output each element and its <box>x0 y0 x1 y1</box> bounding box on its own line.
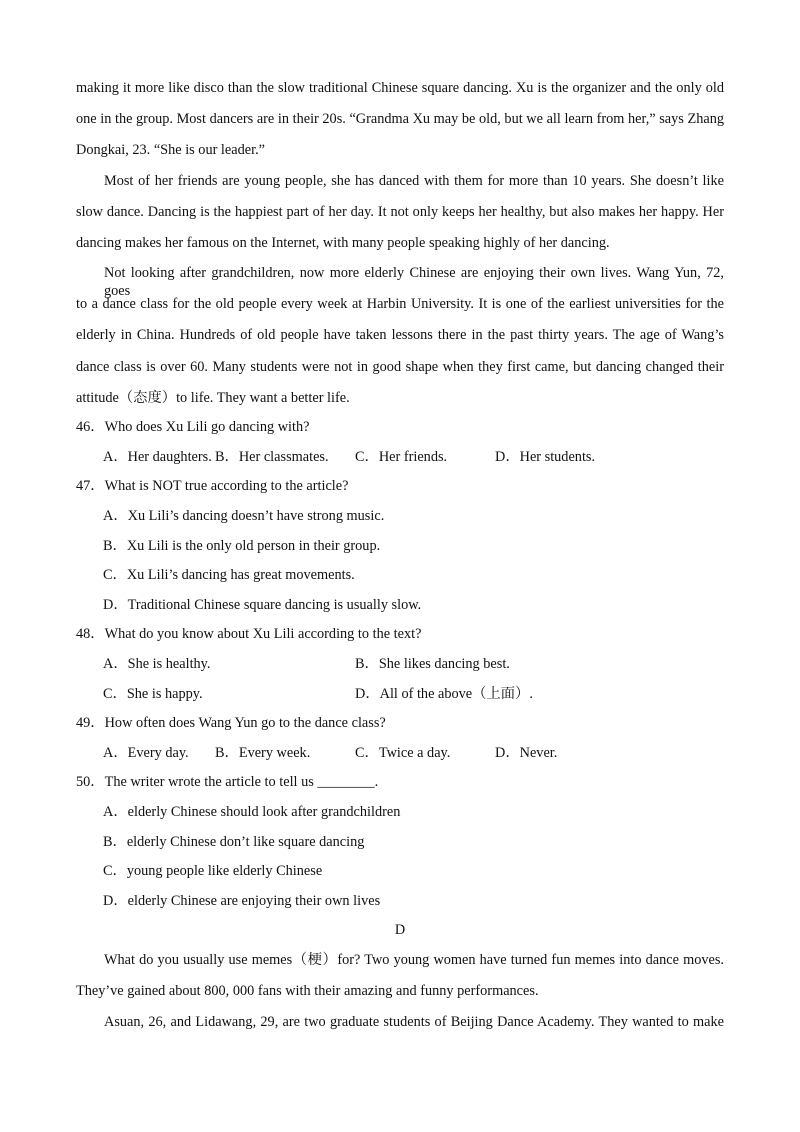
question-49-stem: 49．How often does Wang Yun go to the dance class? <box>76 715 386 731</box>
passage-line: to a dance class for the old people every week at Harbin University. It is one of the earliest universities for the <box>76 296 724 312</box>
q47-option-d: D．Traditional Chinese square dancing is usually slow. <box>103 597 422 613</box>
q46-option-a: A．Her daughters. <box>103 449 212 465</box>
passage-line: Most of her friends are young people, she has danced with them for more than 10 years. She doesn’t like <box>104 173 724 189</box>
passage-line: dance class is over 60. Many students were not in good shape when they first came, but dancing changed their <box>76 359 724 375</box>
passage-line: What do you usually use memes（梗）for? Two young women have turned fun memes into dance moves. <box>104 952 724 968</box>
passage-line: slow dance. Dancing is the happiest part of her day. It not only keeps her healthy, but also makes her happy. Her <box>76 204 724 220</box>
passage-line: elderly in China. Hundreds of old people have taken lessons there in the past thirty years. The age of Wang’s <box>76 327 724 343</box>
question-46-stem: 46．Who does Xu Lili go dancing with? <box>76 419 310 435</box>
q46-option-d: D．Her students. <box>495 449 596 465</box>
passage-line: making it more like disco than the slow traditional Chinese square dancing. Xu is the organizer and the only old <box>76 80 724 96</box>
q50-option-a: A．elderly Chinese should look after grandchildren <box>103 804 401 820</box>
q49-option-c: C．Twice a day. <box>355 745 451 761</box>
passage-line: dancing makes her famous on the Internet, with many people speaking highly of her dancing. <box>76 235 610 251</box>
q48-option-a: A．She is healthy. <box>103 656 211 672</box>
question-48-stem: 48．What do you know about Xu Lili according to the text? <box>76 626 422 642</box>
question-50-stem: 50．The writer wrote the article to tell us ________. <box>76 774 379 790</box>
q49-option-b: B．Every week. <box>215 745 311 761</box>
passage-line: Not looking after grandchildren, now more elderly Chinese are enjoying their own lives. Wang Yun, 72, goes <box>104 265 724 299</box>
q50-option-c: C．young people like elderly Chinese <box>103 863 323 879</box>
q50-option-d: D．elderly Chinese are enjoying their own lives <box>103 893 381 909</box>
q48-option-c: C．She is happy. <box>103 686 203 702</box>
passage-line: Asuan, 26, and Lidawang, 29, are two graduate students of Beijing Dance Academy. They wanted to make <box>104 1014 724 1030</box>
q47-option-a: A．Xu Lili’s dancing doesn’t have strong music. <box>103 508 385 524</box>
q46-option-c: C．Her friends. <box>355 449 448 465</box>
passage-line: one in the group. Most dancers are in their 20s. “Grandma Xu may be old, but we all learn from her,” says Zhang <box>76 111 724 127</box>
section-d-heading: D <box>394 922 406 938</box>
q49-option-a: A．Every day. <box>103 745 189 761</box>
passage-line: Dongkai, 23. “She is our leader.” <box>76 142 265 158</box>
q50-option-b: B．elderly Chinese don’t like square dancing <box>103 834 365 850</box>
q48-option-d: D．All of the above（上面）. <box>355 686 533 702</box>
q48-option-b: B．She likes dancing best. <box>355 656 510 672</box>
passage-line: attitude（态度）to life. They want a better life. <box>76 390 350 406</box>
q47-option-c: C．Xu Lili’s dancing has great movements. <box>103 567 355 583</box>
passage-line: They’ve gained about 800, 000 fans with their amazing and funny performances. <box>76 983 539 999</box>
q47-option-b: B．Xu Lili is the only old person in their group. <box>103 538 381 554</box>
q49-option-d: D．Never. <box>495 745 558 761</box>
question-47-stem: 47．What is NOT true according to the article? <box>76 478 349 494</box>
q46-option-b: B．Her classmates. <box>215 449 329 465</box>
